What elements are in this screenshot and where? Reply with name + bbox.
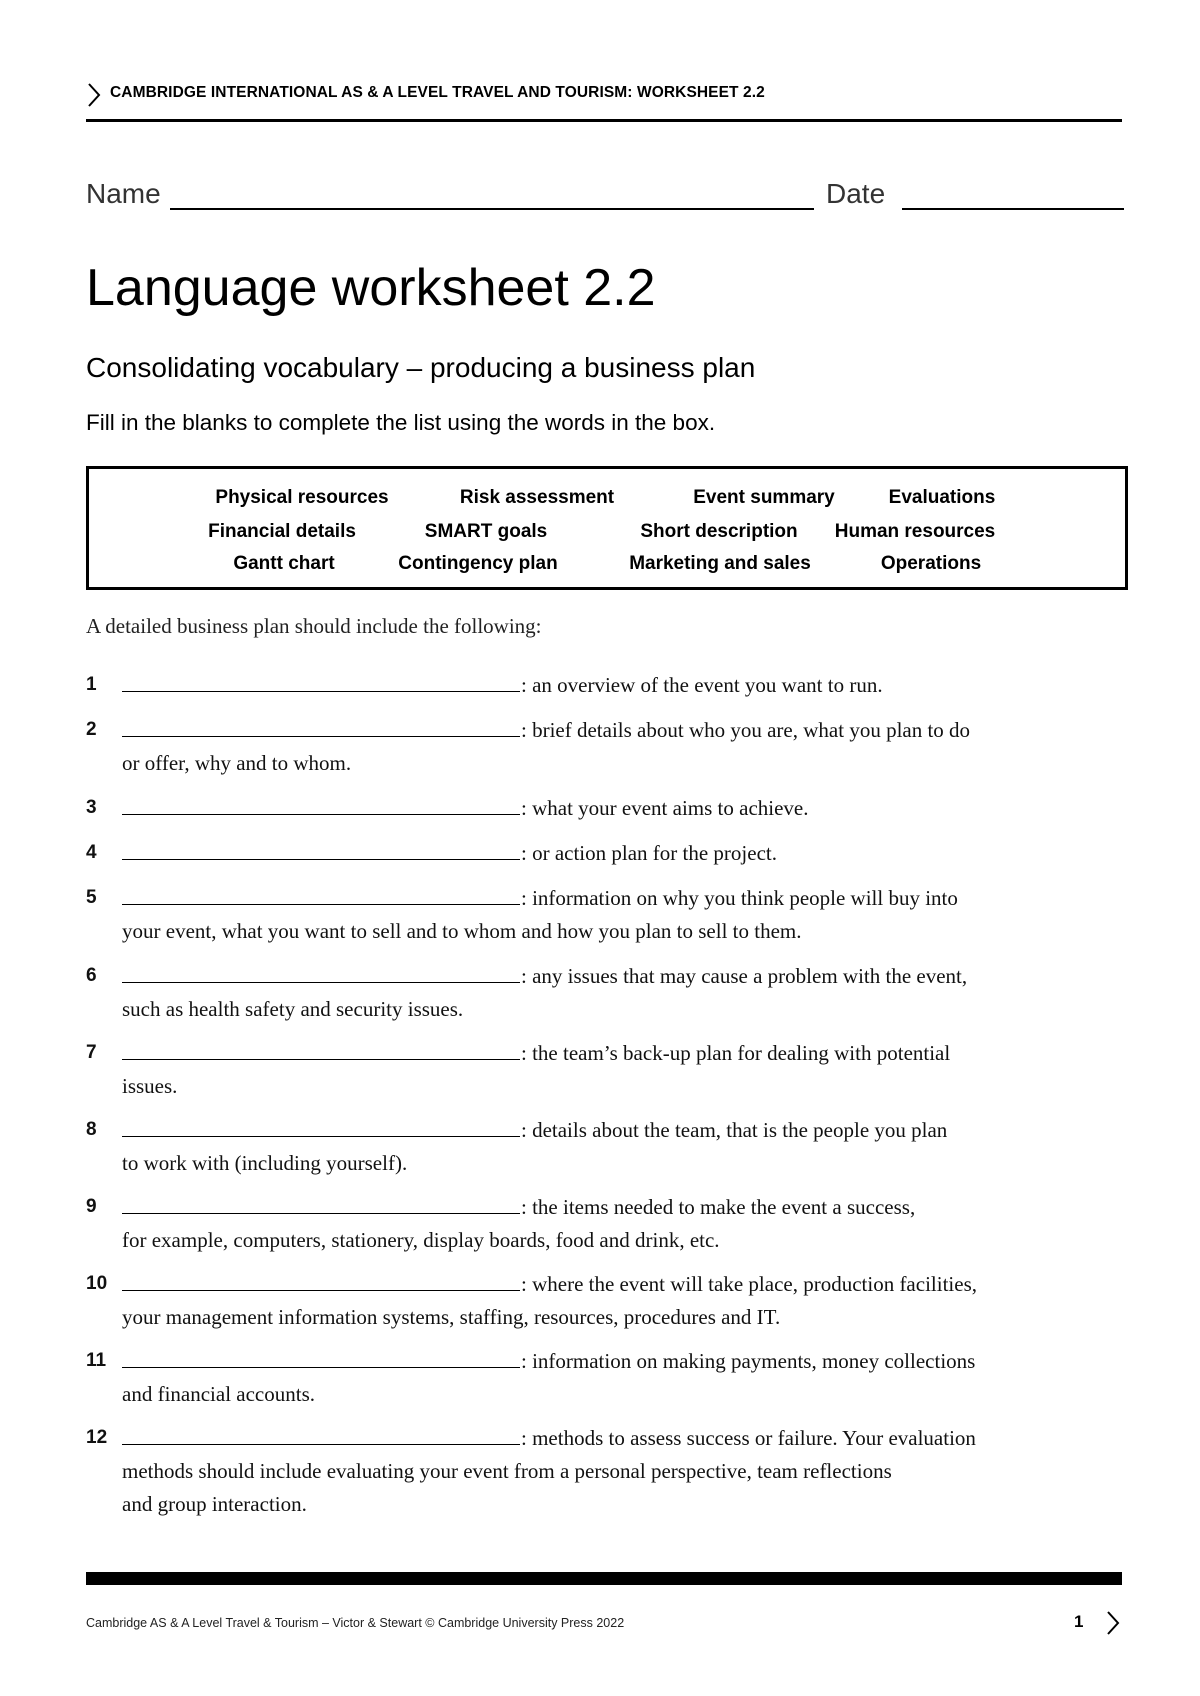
item-number: 11 [86, 1350, 107, 1371]
date-label: Date [826, 178, 886, 209]
answer-blank[interactable] [122, 668, 520, 692]
answer-blank[interactable] [122, 1036, 520, 1060]
item-number: 6 [86, 965, 97, 986]
item-number: 4 [86, 842, 97, 863]
item-number: 1 [86, 674, 97, 695]
item-number: 5 [86, 887, 97, 908]
answer-blank[interactable] [122, 1344, 520, 1368]
item-number: 8 [86, 1119, 97, 1140]
next-page-chevron-icon [1106, 1610, 1120, 1636]
item-number: 7 [86, 1042, 97, 1063]
word-option: Operations [880, 553, 982, 574]
item-text-continued: your event, what you want to sell and to whom and how you plan to sell to them. [122, 919, 802, 943]
header-text: CAMBRIDGE INTERNATIONAL AS & A LEVEL TRAVEL AND TOURISM: WORKSHEET 2.2 [110, 84, 765, 101]
item-text-continued: your management information systems, staffing, resources, procedures and IT. [122, 1305, 781, 1329]
answer-blank[interactable] [122, 836, 520, 860]
word-option: Gantt chart [233, 553, 335, 574]
answer-blank[interactable] [122, 713, 520, 737]
item-text-continued: methods should include evaluating your event from a personal perspective, team reflections [122, 1459, 892, 1483]
item-text: : information on making payments, money collections [521, 1349, 976, 1373]
word-option: Marketing and sales [629, 553, 811, 574]
item-text-continued: for example, computers, stationery, display boards, food and drink, etc. [122, 1228, 720, 1252]
name-date-row [86, 174, 1122, 214]
answer-blank[interactable] [122, 1113, 520, 1137]
running-header [86, 78, 1122, 122]
word-option: Physical resources [215, 487, 389, 508]
item-text-continued: to work with (including yourself). [122, 1151, 408, 1175]
word-box [86, 466, 1128, 590]
item-text: : what your event aims to achieve. [521, 796, 809, 820]
footer-text: Cambridge AS & A Level Travel & Tourism – Victor & Stewart © Cambridge University Press 2022 [86, 1616, 625, 1630]
name-field[interactable] [170, 208, 814, 210]
answer-blank[interactable] [122, 1190, 520, 1214]
page-title: Language worksheet 2.2 [86, 259, 656, 317]
word-option: Financial details [208, 521, 356, 542]
item-text-continued: such as health safety and security issues. [122, 997, 464, 1021]
answer-blank[interactable] [122, 959, 520, 983]
item-number: 3 [86, 797, 97, 818]
item-text: : or action plan for the project. [521, 841, 777, 865]
word-option: Event summary [693, 487, 835, 508]
item-text-continued: or offer, why and to whom. [122, 751, 352, 775]
answer-blank[interactable] [122, 791, 520, 815]
item-text: : where the event will take place, production facilities, [521, 1272, 977, 1296]
item-text: : details about the team, that is the people you plan [521, 1118, 948, 1142]
item-text: : the team’s back-up plan for dealing with potential [521, 1041, 951, 1065]
item-text: : the items needed to make the event a success, [521, 1195, 916, 1219]
item-text: : any issues that may cause a problem with the event, [521, 964, 968, 988]
item-number: 12 [86, 1427, 108, 1448]
footer-rule [86, 1572, 1122, 1585]
item-text: : brief details about who you are, what you plan to do [521, 718, 971, 742]
answer-blank[interactable] [122, 1267, 520, 1291]
answer-blank[interactable] [122, 1421, 520, 1445]
item-text: : information on why you think people will buy into [521, 886, 958, 910]
word-option: Human resources [834, 521, 996, 542]
item-number: 9 [86, 1196, 97, 1217]
item-text-continued: issues. [122, 1074, 178, 1098]
item-number: 10 [86, 1273, 108, 1294]
word-option: Evaluations [888, 487, 996, 508]
item-number: 2 [86, 719, 97, 740]
date-field[interactable] [902, 208, 1124, 210]
word-option: Risk assessment [459, 487, 615, 508]
instruction-text: Fill in the blanks to complete the list using the words in the box. [86, 410, 716, 435]
item-text: : methods to assess success or failure. Your evaluation [521, 1426, 976, 1450]
item-text-continued: and financial accounts. [122, 1382, 315, 1406]
name-label: Name [86, 178, 161, 209]
chevron-right-icon [86, 82, 102, 108]
page-subtitle: Consolidating vocabulary – producing a business plan [86, 352, 756, 383]
word-option: Short description [640, 521, 798, 542]
answer-blank[interactable] [122, 881, 520, 905]
word-option: Contingency plan [398, 553, 558, 574]
page-number: 1 [1074, 1612, 1084, 1631]
item-text: : an overview of the event you want to run. [521, 673, 883, 697]
intro-text: A detailed business plan should include the following: [86, 614, 542, 638]
item-text-continued: and group interaction. [122, 1492, 307, 1516]
word-option: SMART goals [424, 521, 548, 542]
